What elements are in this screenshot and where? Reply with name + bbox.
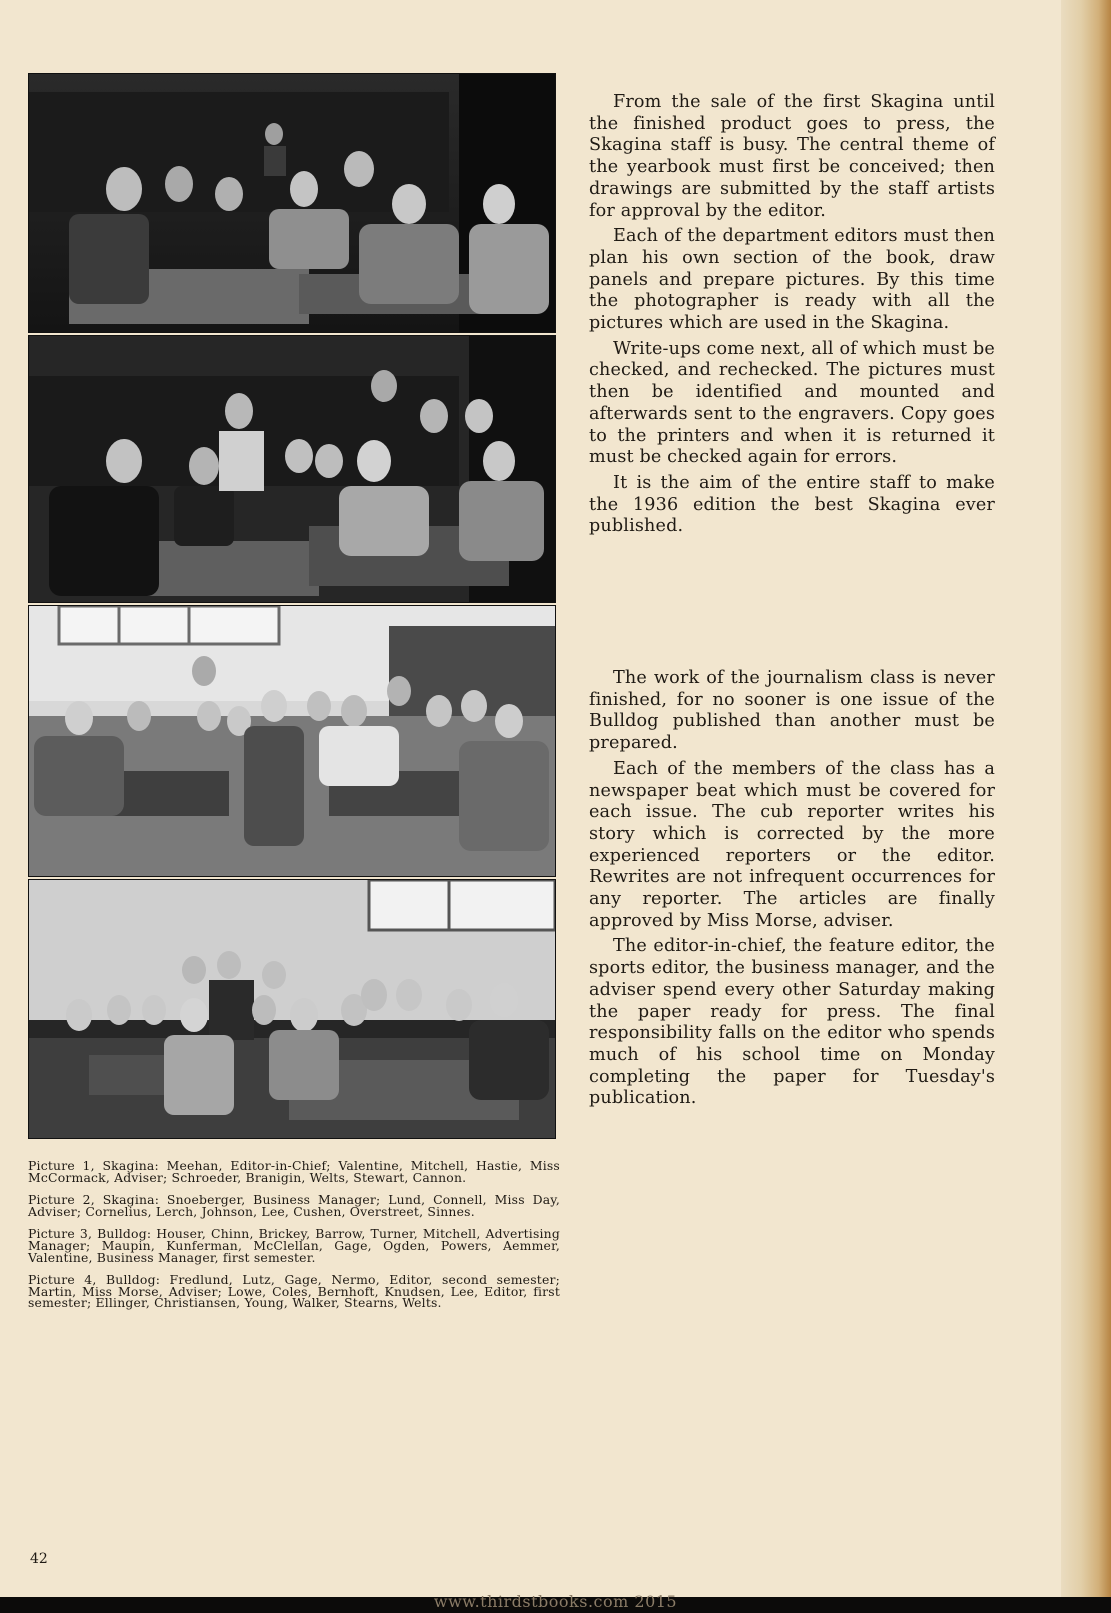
photo-captions (28, 1160, 560, 1320)
caption-picture-4: Picture 4, Bulldog: Fredlund, Lutz, Gage, Nermo, Editor, second semester; Martin, Miss Morse, Adviser; Lowe, Coles, Bernhoft, Knudsen, Lee, Editor, first semester; Ellinger, Christiansen, Young, Walker, Stearns, Welts. (28, 1272, 560, 1311)
photo-bulldog-2 (28, 879, 556, 1139)
caption-picture-3: Picture 3, Bulldog: Houser, Chinn, Brickey, Barrow, Turner, Mitchell, Advertising Manager; Maupin, Kunferman, McClellan, Gage, Ogden, Powers, Aemmer, Valentine, Business Manager, first semester. (28, 1226, 560, 1265)
page-edge (1061, 0, 1111, 1613)
page-number: 42 (30, 1551, 48, 1567)
journalism-paragraph: The work of the journalism class is never finished, for no sooner is one issue of the Bulldog published than another must be prepared. (589, 668, 995, 754)
watermark: www.thirdstbooks.com 2015 (433, 1592, 678, 1611)
caption-picture-2: Picture 2, Skagina: Snoeberger, Business Manager; Lund, Connell, Miss Day, Adviser; Cornelius, Lerch, Johnson, Lee, Cushen, Overstreet, Sinnes. (28, 1192, 560, 1219)
skagina-paragraph: Each of the department editors must then plan his own section of the book, draw panels and prepare pictures. By this time the photographer is ready with all the pictures which are used in the Skagina. (589, 226, 995, 334)
photo-skagina-1 (28, 73, 556, 333)
photo-bulldog-1 (28, 605, 556, 877)
photo-skagina-2 (28, 335, 556, 603)
journalism-paragraph: The editor-in-chief, the feature editor, the sports editor, the business manager, and the adviser spend every other Saturday making the paper ready for press. The final responsibility falls on the editor who spends much of his school time on Monday completing the paper for Tuesday's publication. (589, 936, 995, 1109)
skagina-paragraph: It is the aim of the entire staff to make the 1936 edition the best Skagina ever published. (589, 472, 995, 537)
skagina-paragraph: Write-ups come next, all of which must be checked, and rechecked. The pictures must then be identified and mounted and afterwards sent to the engravers. Copy goes to the printers and when it is returned it must be checked again for errors. (589, 338, 995, 468)
caption-picture-1: Picture 1, Skagina: Meehan, Editor-in-Chief; Valentine, Mitchell, Hastie, Miss McCormack, Adviser; Schroeder, Branigin, Welts, Stewart, Cannon. (28, 1158, 560, 1185)
journalism-article (589, 668, 995, 1114)
skagina-paragraph: From the sale of the first Skagina until the finished product goes to press, the Skagina staff is busy. The central theme of the yearbook must first be conceived; then drawings are submitted by the staff artists for approval by the editor. (589, 92, 995, 221)
skagina-article (589, 92, 995, 542)
journalism-paragraph: Each of the members of the class has a newspaper beat which must be covered for each issue. The cub reporter writes his story which is corrected by the more experienced reporters or the editor. Rewrites are not infrequent occurrences for any reporter. The articles are finally approved by Miss Morse, adviser. (589, 758, 995, 931)
